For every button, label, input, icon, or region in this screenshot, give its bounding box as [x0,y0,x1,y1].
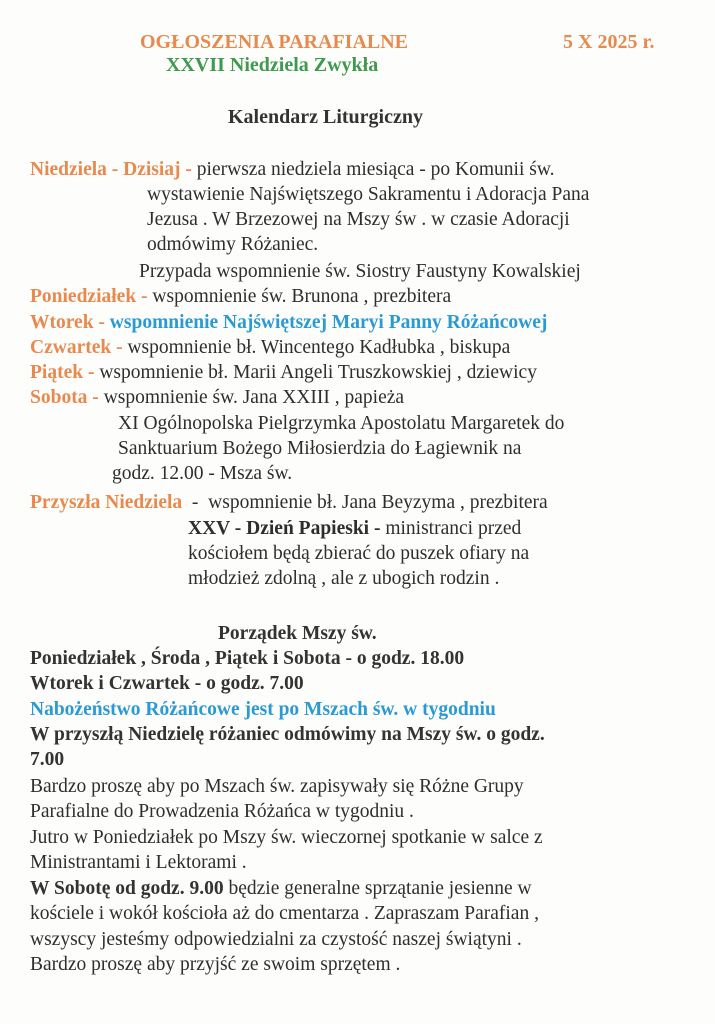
mass-tue-thu-schedule: Wtorek i Czwartek - o godz. 7.00 [30,673,304,694]
papal-day-text: młodzież zdolną , ale z ubogich rodzin . [188,568,500,589]
date: 5 X 2025 r. [563,31,655,53]
mass-weekday-schedule: Poniedziałek , Środa , Piątek i Sobota - o godz. 18.00 [30,648,465,669]
sunday-text: Jezusa . W Brzezowej na Mszy św . w czasie Adoracji [147,209,570,230]
thursday-label: Czwartek - [30,337,123,358]
friday-text: wspomnienie bł. Marii Angeli Truszkowskiej , dziewicy [99,362,537,383]
cleaning-notice [30,877,532,901]
papal-day-label: XXV - Dzień Papieski - [188,518,381,539]
sunday-text: pierwsza niedziela miesiąca - po Komunii św. [196,159,555,180]
thursday-entry [30,336,510,360]
saturday-entry [30,386,404,410]
calendar-heading: Kalendarz Liturgiczny [228,106,423,128]
saturday-text: godz. 12.00 - Msza św. [112,463,293,484]
rosary-notice: Nabożeństwo Różańcowe jest po Mszach św. w tygodniu [30,699,496,720]
tuesday-entry [30,311,547,335]
sunday-entry [30,158,555,182]
friday-entry [30,361,537,385]
sunday-text: odmówimy Różaniec. [147,234,319,255]
monday-text: wspomnienie św. Brunona , prezbitera [152,286,452,307]
meeting-notice: Ministrantami i Lektorami . [30,852,247,873]
mass-heading: Porządek Mszy św. [218,623,377,644]
cleaning-text: kościele i wokół kościoła aż do cmentarza . Zapraszam Parafian , [30,903,539,924]
next-sunday-entry [30,491,548,515]
next-sunday-label: Przyszła Niedziela [30,492,183,513]
tuesday-text: wspomnienie Najświętszej Maryi Panny Różańcowej [109,312,548,333]
meeting-notice: Jutro w Poniedziałek po Mszy św. wieczornej spotkanie w salce z [30,827,543,848]
sunday-text: wystawienie Najświętszego Sakramentu i Adoracja Pana [147,184,590,205]
cleaning-time: W Sobotę od godz. 9.00 [30,878,224,899]
cleaning-text: będzie generalne sprzątanie jesienne w [228,878,532,899]
thursday-text: wspomnienie bł. Wincentego Kadłubka , biskupa [127,337,511,358]
saturday-label: Sobota - [30,387,99,408]
saturday-text: XI Ogólnopolska Pielgrzymka Apostolatu Margaretek do [118,413,565,434]
next-sunday-rosary: 7.00 [30,749,65,770]
cleaning-text: Bardzo proszę aby przyjść ze swoim sprzętem . [30,954,401,975]
dash: - [191,492,199,513]
monday-entry [30,285,451,309]
saturday-text: Sanktuarium Bożego Miłosierdzia do Łagiewnik na [118,438,522,459]
groups-notice: Parafialne do Prowadzenia Różańca w tygodniu . [30,801,414,822]
tuesday-label: Wtorek - [30,312,105,333]
sunday-label: Niedziela - Dzisiaj - [30,159,192,180]
papal-day-text: ministranci przed [385,518,522,539]
friday-label: Piątek - [30,362,95,383]
monday-label: Poniedziałek - [30,286,148,307]
groups-notice: Bardzo proszę aby po Mszach św. zapisywały się Różne Grupy [30,776,524,797]
next-sunday-rosary: W przyszłą Niedzielę różaniec odmówimy na Mszy św. o godz. [30,724,545,745]
saturday-text: wspomnienie św. Jana XXIII , papieża [103,387,405,408]
papal-day [188,517,521,541]
papal-day-text: kościołem będą zbierać do puszek ofiary na [188,543,530,564]
sunday-text: Przypada wspomnienie św. Siostry Faustyny Kowalskiej [139,261,581,282]
next-sunday-text: wspomnienie bł. Jana Beyzyma , prezbitera [208,492,548,513]
announcements-title: OGŁOSZENIA PARAFIALNE [140,31,409,53]
cleaning-text: wszyscy jesteśmy odpowiedzialni za czystość naszej świątyni . [30,929,522,950]
subtitle: XXVII Niedziela Zwykła [166,54,379,76]
